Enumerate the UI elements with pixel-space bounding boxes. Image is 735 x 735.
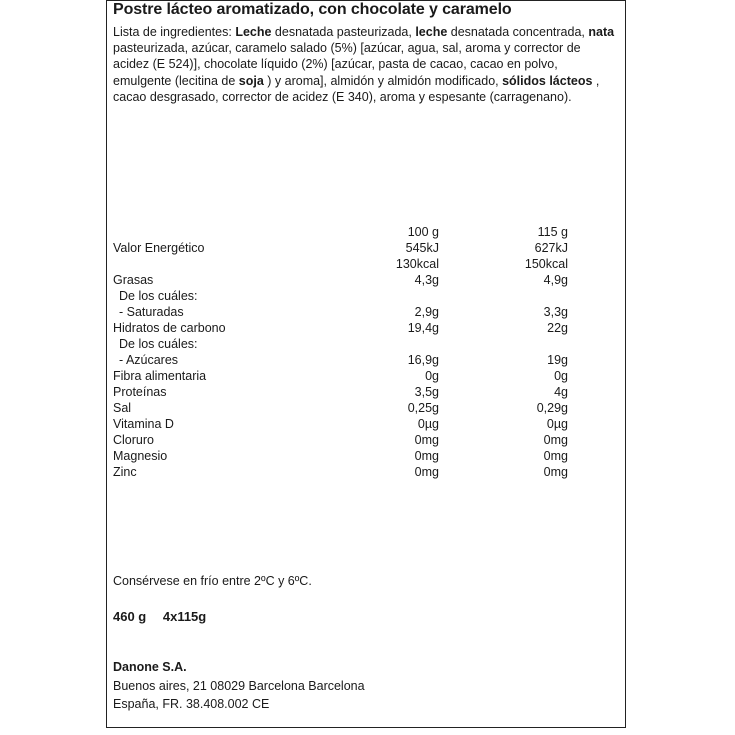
nutrient-value-100g: 0mg [414, 433, 439, 447]
nutrition-row [113, 385, 618, 401]
nutrient-value-portion: 627kJ [534, 241, 568, 255]
nutrient-label: - Saturadas [119, 305, 184, 319]
nutrient-value-100g: 4,3g [414, 273, 439, 287]
nutrition-row [113, 289, 618, 305]
nutrition-row [113, 433, 618, 449]
nutrient-label: Sal [113, 401, 132, 415]
nutrition-row [113, 257, 618, 273]
nutrient-value-100g: 3,5g [414, 385, 439, 399]
nutrient-value-portion: 0mg [543, 449, 568, 463]
nutrient-value-portion: 0,29g [536, 401, 568, 415]
company-name: Danone S.A. [113, 660, 187, 674]
nutrition-row [113, 305, 618, 321]
nutrient-value-100g: 0g [425, 369, 439, 383]
net-weight: 460 g 4x115g [113, 609, 207, 624]
storage-instructions: Consérvese en frío entre 2ºC y 6ºC. [113, 574, 312, 588]
nutrient-value-portion: 150kcal [524, 257, 568, 271]
nutrition-header-col1: 100 g [407, 225, 439, 239]
nutrient-value-100g: 16,9g [407, 353, 439, 367]
nutrient-label: De los cuáles: [119, 337, 198, 351]
nutrient-value-portion: 19g [547, 353, 568, 367]
product-title: Postre lácteo aromatizado, con chocolate y caramelo [113, 1, 512, 18]
nutrient-value-100g: 0mg [414, 465, 439, 479]
nutrient-value-portion: 22g [547, 321, 568, 335]
ingredients-text: desnatada concentrada, [447, 25, 589, 39]
nutrient-label: De los cuáles: [119, 289, 198, 303]
nutrient-label: Valor Energético [113, 241, 205, 255]
nutrient-label: Vitamina D [113, 417, 174, 431]
nutrient-label: Proteínas [113, 385, 167, 399]
ingredient-allergen: leche [415, 25, 448, 39]
nutrition-row [113, 241, 618, 257]
nutrient-label: Fibra alimentaria [113, 369, 207, 383]
nutrition-row [113, 465, 618, 481]
nutrition-row [113, 353, 618, 369]
health-mark: España, FR. 38.408.002 CE [113, 697, 270, 711]
nutrient-value-portion: 3,3g [543, 305, 568, 319]
ingredients-text: pasteurizada, azúcar, caramelo salado (5%) [azúcar, agua, sal, aroma y corrector de acidez (E 524)], chocolate líquido (2%) [azúcar, pasta de cacao, cacao en polvo, emulgente (lecitina de [113, 41, 581, 88]
ingredients-list [113, 24, 618, 105]
nutrition-row [113, 321, 618, 337]
nutrient-value-portion: 4,9g [543, 273, 568, 287]
ingredient-allergen: soja [238, 73, 264, 88]
ingredients-text: ) y aroma], almidón y almidón modificado, [263, 73, 503, 88]
nutrient-value-100g: 2,9g [414, 305, 439, 319]
nutrient-value-100g: 0mg [414, 449, 439, 463]
nutrition-row [113, 401, 618, 417]
ingredients-prefix: Lista de ingredientes: [113, 25, 236, 39]
nutrient-value-100g: 0µg [417, 417, 439, 431]
nutrient-label: Magnesio [113, 449, 168, 463]
nutrient-value-100g: 0,25g [407, 401, 439, 415]
nutrient-value-portion: 0mg [543, 465, 568, 479]
nutrient-value-100g: 130kcal [395, 257, 439, 271]
nutrient-value-portion: 4g [554, 385, 568, 399]
nutrient-label: Zinc [113, 465, 137, 479]
nutrition-row [113, 449, 618, 465]
nutrition-row [113, 273, 618, 289]
nutrient-value-portion: 0g [554, 369, 568, 383]
nutrient-label: Hidratos de carbono [113, 321, 226, 335]
nutrient-value-portion: 0mg [543, 433, 568, 447]
nutrition-row [113, 417, 618, 433]
ingredients-text: desnatada pasteurizada, [271, 25, 416, 39]
ingredient-allergen: Leche [235, 25, 272, 39]
nutrient-value-100g: 19,4g [407, 321, 439, 335]
ingredient-allergen: nata [588, 25, 615, 39]
ingredients-text: , cacao desgrasado, corrector de acidez (E 340), aroma y espesante (carragenano). [113, 73, 600, 104]
ingredient-allergen: sólidos lácteos [502, 73, 593, 88]
nutrition-table [113, 225, 618, 481]
nutrition-row [113, 369, 618, 385]
nutrient-label: Grasas [113, 273, 154, 287]
nutrient-label: - Azúcares [119, 353, 179, 367]
nutrition-header-col2: 115 g [537, 225, 568, 239]
company-address: Buenos aires, 21 08029 Barcelona Barcelona [113, 679, 365, 693]
nutrition-row [113, 337, 618, 353]
nutrient-value-100g: 545kJ [405, 241, 439, 255]
nutrient-label: Cloruro [113, 433, 154, 447]
nutrient-value-portion: 0µg [546, 417, 568, 431]
nutrition-header-row [113, 225, 618, 241]
